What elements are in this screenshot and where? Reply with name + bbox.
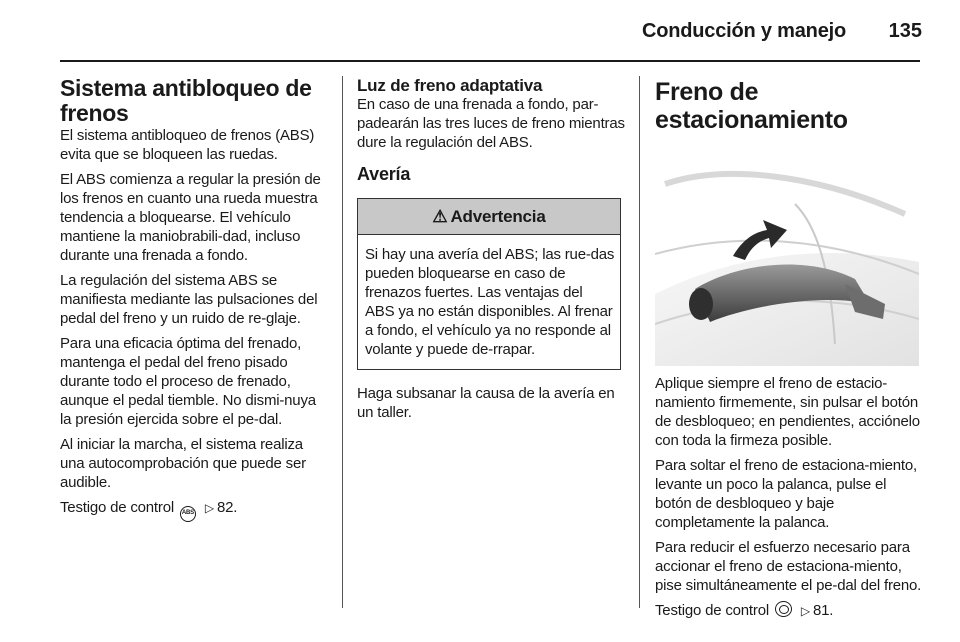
warning-heading: Advertencia	[450, 206, 546, 226]
parking-brake-drawing	[655, 144, 919, 366]
indicator-reference	[60, 498, 328, 522]
paragraph: Aplique siempre el freno de estacio-namiento firmemente, sin pulsar el botón de desbloqueo; en pendientes, acciónelo con toda la firmeza posible.	[655, 375, 920, 449]
paragraph: La regulación del sistema ABS se manifiesta mediante las pulsaciones del pedal del freno y un ruido de re-glaje.	[60, 272, 318, 327]
header-title: Conducción y manejo	[641, 20, 846, 42]
abs-warning-icon: ABS	[180, 506, 196, 522]
paragraph: Para reducir el esfuerzo necesario para accionar el freno de estaciona-miento, pise simultáneamente el pe-dal del freno.	[655, 539, 922, 594]
paragraph: El ABS comienza a regular la presión de los frenos en cuanto una rueda muestra tendencia a bloquearse. El vehículo mantiene la maniobrabili-dad, incluso durante una frenada a fondo.	[60, 171, 321, 264]
section-title: Freno de estacionamiento	[655, 78, 848, 134]
page-number: 135	[888, 20, 922, 42]
warning-box	[357, 198, 621, 370]
parking-brake-icon	[775, 601, 792, 617]
parking-brake-section	[655, 76, 923, 621]
page-ref[interactable]: 81.	[812, 602, 834, 619]
adaptive-brake-section	[357, 76, 625, 422]
header-rule	[60, 60, 920, 62]
page-ref-arrow-icon: ▷	[204, 501, 214, 515]
paragraph: Para una eficacia óptima del frenado, mantenga el pedal del freno pisado durante todo el proceso de frenado, aunque el pedal tiemble. No dismi-nuya la presión ejercida sobre el pe-dal.	[60, 335, 316, 428]
warning-header	[358, 199, 620, 235]
section-title: Luz de freno adaptativa	[357, 76, 543, 95]
paragraph: Para soltar el freno de estaciona-miento, levante un poco la palanca, pulse el botón de desbloqueo y baje completamente la palanca.	[655, 457, 917, 531]
indicator-reference	[655, 601, 923, 621]
abs-section	[60, 76, 328, 522]
paragraph: Haga subsanar la causa de la avería en un taller.	[357, 385, 615, 421]
warning-text: Si hay una avería del ABS; las rue-das pueden bloquearse en caso de frenazos fuertes. Las ventajas del ABS ya no están disponibles. Al frenar a fondo, el vehículo ya no responde al volante y puede de-rrapar.	[365, 246, 615, 358]
warning-triangle-icon: ⚠	[432, 206, 448, 226]
indicator-text: Testigo de control	[60, 499, 174, 516]
indicator-text: Testigo de control	[655, 602, 769, 619]
page-ref[interactable]: 82.	[216, 499, 238, 516]
fault-title: Avería	[357, 164, 411, 184]
page-ref-arrow-icon: ▷	[800, 604, 810, 618]
column-divider	[639, 76, 640, 608]
column-divider	[342, 76, 343, 608]
paragraph: El sistema antibloqueo de frenos (ABS) evita que se bloqueen las ruedas.	[60, 127, 315, 163]
page-header	[0, 0, 960, 60]
paragraph: En caso de una frenada a fondo, par-padearán las tres luces de freno mientras dure la regulación del ABS.	[357, 96, 625, 151]
parking-brake-illustration	[655, 144, 919, 366]
warning-body	[358, 235, 620, 369]
section-title: Sistema antibloqueo de frenos	[60, 75, 312, 126]
paragraph: Al iniciar la marcha, el sistema realiza una autocomprobación que puede ser audible.	[60, 436, 306, 491]
